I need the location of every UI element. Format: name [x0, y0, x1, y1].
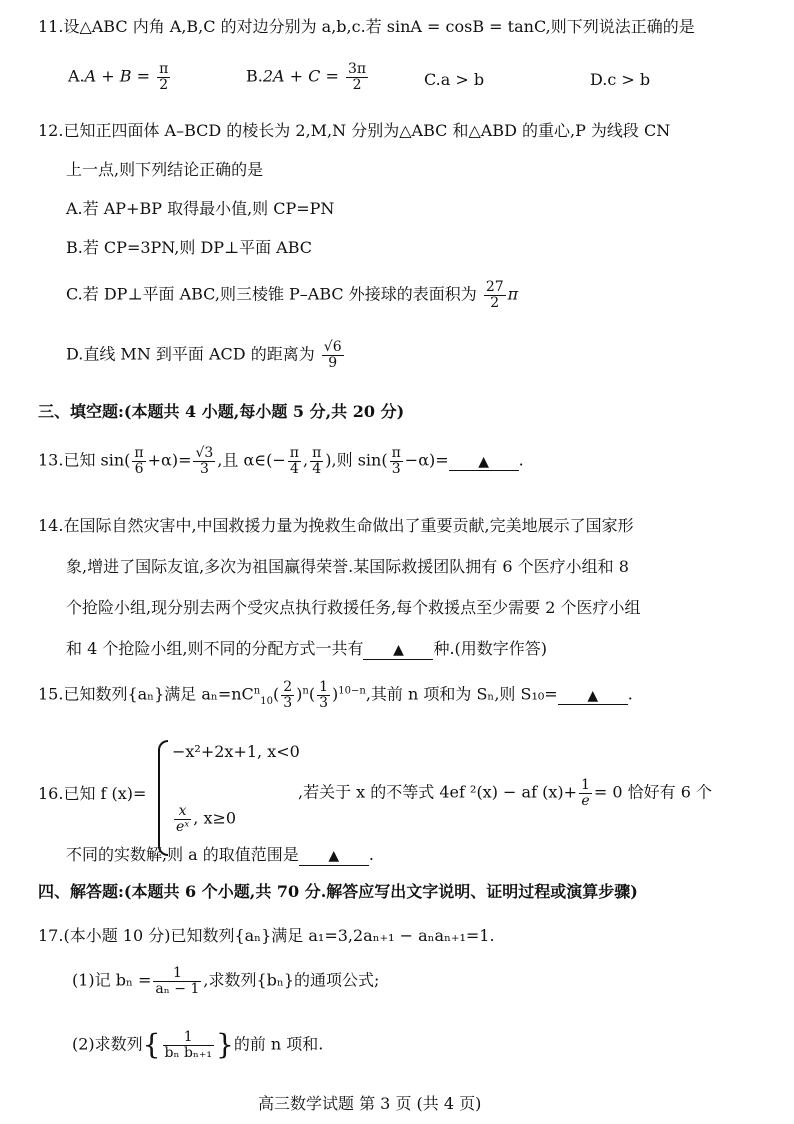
- q16-answer-blank[interactable]: ▲: [299, 848, 369, 866]
- q17-stem: 17.(本小题 10 分)已知数列{aₙ}满足 a₁=3,2aₙ₊₁ − aₙaₙ₊₁=1.: [38, 926, 495, 945]
- q14-answer-blank[interactable]: ▲: [363, 642, 433, 660]
- page-footer: 高三数学试题 第 3 页 (共 4 页): [258, 1094, 482, 1113]
- q16-condition: ,若关于 x 的不等式 4ef ²(x) − af (x)+ $\frac{1}{e}$ = 0 恰好有 6 个: [298, 777, 713, 809]
- q15-answer-blank[interactable]: ▲: [558, 688, 628, 706]
- q11-option-b: B.2A + C = $\frac{3\pi}{2}$: [246, 61, 367, 93]
- q16-label: 16.已知 f (x)=: [38, 784, 147, 803]
- q17-part2: (2)求数列{ $\frac{1}{\text{bₙ bₙ₊₁}}$ }的前 n 项和.: [72, 1028, 324, 1062]
- q16-case1: −x²+2x+1, x<0: [172, 742, 300, 761]
- q11-stem: 11.设△ABC 内角 A,B,C 的对边分别为 a,b,c.若 sinA = cosB = tanC,则下列说法正确的是: [38, 17, 695, 36]
- q15: 15.已知数列{aₙ}满足 $a_n=nC^n_{10}$( $\frac{2}{3}$ )$^n$( $\frac{1}{3}$ )$^{10-n}$,其前 n 项和为 Sₙ,则 S₁₀= ▲ .: [38, 679, 633, 711]
- q17-part1: (1)记 bₙ = $\frac{1}{\text{aₙ − 1}}$ ,求数列{bₙ}的通项公式;: [72, 965, 380, 997]
- q12-option-d: D.直线 MN 到平面 ACD 的距离为 $\frac{√6}{9}$: [66, 339, 342, 371]
- q12-option-c: C.若 DP⊥平面 ABC,则三棱锥 P–ABC 外接球的表面积为 $\frac{27}{2}$ π: [66, 279, 519, 311]
- q13-answer-blank[interactable]: ▲: [449, 454, 519, 472]
- q12-stem-line1: 12.已知正四面体 A–BCD 的棱长为 2,M,N 分别为△ABC 和△ABD 的重心,P 为线段 CN: [38, 121, 671, 140]
- q12-stem-line2: 上一点,则下列结论正确的是: [66, 160, 264, 179]
- piecewise-brace: [158, 740, 168, 856]
- q11-option-d: D.c > b: [590, 70, 651, 89]
- q12-option-a: A.若 AP+BP 取得最小值,则 CP=PN: [66, 199, 335, 218]
- q14-line2: 象,增进了国际友谊,多次为祖国赢得荣誉.某国际救援团队拥有 6 个医疗小组和 8: [66, 557, 629, 576]
- section-3-heading: 三、填空题:(本题共 4 小题,每小题 5 分,共 20 分): [38, 402, 405, 421]
- q14-line4: 和 4 个抢险小组,则不同的分配方式一共有 ▲ 种.(用数字作答): [66, 639, 548, 658]
- section-4-heading: 四、解答题:(本题共 6 个小题,共 70 分.解答应写出文字说明、证明过程或演算步骤): [38, 882, 638, 901]
- q13: 13.已知 sin( $\frac{\pi}{6}$ +α)= $\frac{√3}{3}$ ,且 α∈(− $\frac{\pi}{4}$ , $\frac{\pi}{4}$ ),则 sin( $\frac{\pi}{3}$ −α)= ▲ .: [38, 445, 524, 477]
- q16-case2: $\frac{x}{\text{eˣ}}$ , x≥0: [176, 803, 237, 835]
- q14-line1: 14.在国际自然灾害中,中国救援力量为挽救生命做出了重要贡献,完美地展示了国家形: [38, 516, 634, 535]
- q16-line2: 不同的实数解,则 a 的取值范围是 ▲ .: [66, 845, 374, 864]
- q11-option-a: A.A + B = $\frac{\pi}{2}$: [68, 61, 169, 93]
- q14-line3: 个抢险小组,现分别去两个受灾点执行救援任务,每个救援点至少需要 2 个医疗小组: [66, 598, 641, 617]
- q12-option-b: B.若 CP=3PN,则 DP⊥平面 ABC: [66, 238, 313, 257]
- q11-option-c: C.a > b: [424, 70, 485, 89]
